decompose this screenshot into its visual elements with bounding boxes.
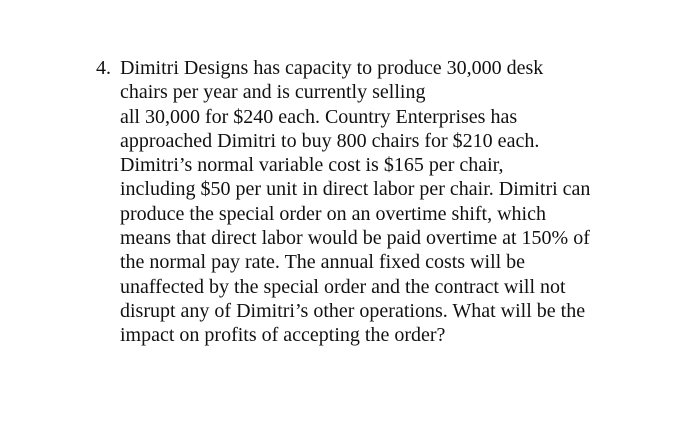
question-line: approached Dimitri to buy 800 chairs for $210 each. xyxy=(120,129,540,152)
question-line: including $50 per unit in direct labor per chair. Dimitri can xyxy=(120,178,591,201)
question-line: the normal pay rate. The annual fixed costs will be xyxy=(120,251,526,274)
question-line: unaffected by the special order and the contract will not xyxy=(120,275,566,298)
question-line: produce the special order on an overtime shift, which xyxy=(120,202,546,225)
question-line: Dimitri’s normal variable cost is $165 per chair, xyxy=(120,154,504,177)
question-number: 4. xyxy=(96,57,111,79)
question-line: Dimitri Designs has capacity to produce 30,000 desk xyxy=(120,57,544,79)
question-line: means that direct labor would be paid overtime at 150% of xyxy=(120,227,590,250)
question-line: chairs per year and is currently selling xyxy=(120,81,426,104)
question-line: disrupt any of Dimitri’s other operations. What will be the xyxy=(120,299,586,322)
question-line: impact on profits of accepting the order? xyxy=(120,324,446,347)
question-line: all 30,000 for $240 each. Country Enterprises has xyxy=(120,105,518,128)
question-text xyxy=(120,56,676,348)
